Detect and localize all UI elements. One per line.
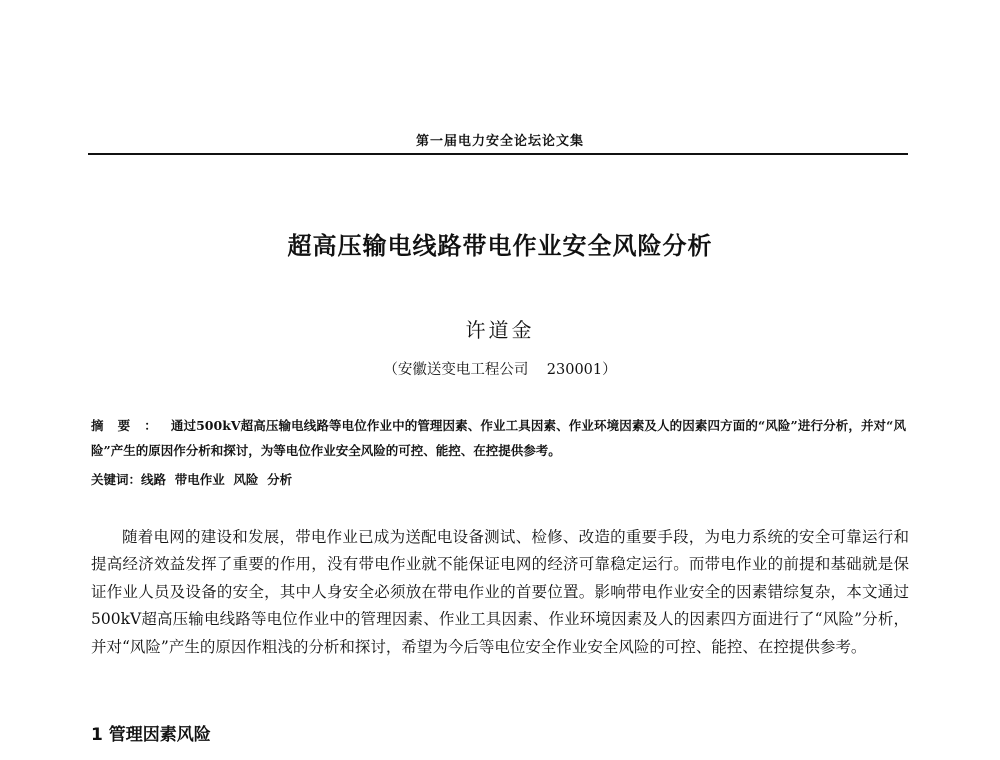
author-affiliation: （安徽送变电工程公司 230001） xyxy=(383,362,617,378)
abstract-text: 通过500kV超高压输电线路等电位作业中的管理因素、作业工具因素、作业环境因素及人的因素四方面的“风险”进行分析，并对“风险”产生的原因作分析和探讨，为等电位作业安全风险的可控、能控、在控提供参考。 xyxy=(91,418,906,458)
header-rule xyxy=(88,153,908,155)
section-heading: 1 管理因素风险 xyxy=(91,725,211,745)
abstract-label: 摘要： xyxy=(91,418,171,433)
running-header: 第一届电力安全论坛论文集 xyxy=(415,134,584,149)
body-paragraph: 随着电网的建设和发展，带电作业已成为送配电设备测试、检修、改造的重要手段，为电力系统的安全可靠运行和提高经济效益发挥了重要的作用，没有带电作业就不能保证电网的经济可靠稳定运行。而带电作业的前提和基础就是保证作业人员及设备的安全，其中人身安全必须放在带电作业的首要位置。影响带电作业安全的因素错综复杂，本文通过500kV超高压输电线路等电位作业中的管理因素、作业工具因素、作业环境因素及人的因素四方面进行了“风险”分析，并对“风险”产生的原因作粗浅的分析和探讨，希望为今后等电位安全作业安全风险的可控、能控、在控提供参考。 xyxy=(91,528,909,656)
keywords xyxy=(91,470,906,488)
author-name: 许道金 xyxy=(465,318,535,342)
keywords-label: 关键词： xyxy=(91,472,142,487)
paper-title: 超高压输电线路带电作业安全风险分析 xyxy=(287,232,713,260)
abstract xyxy=(91,413,906,463)
keywords-text: 线路 带电作业 风险 分析 xyxy=(141,472,293,487)
